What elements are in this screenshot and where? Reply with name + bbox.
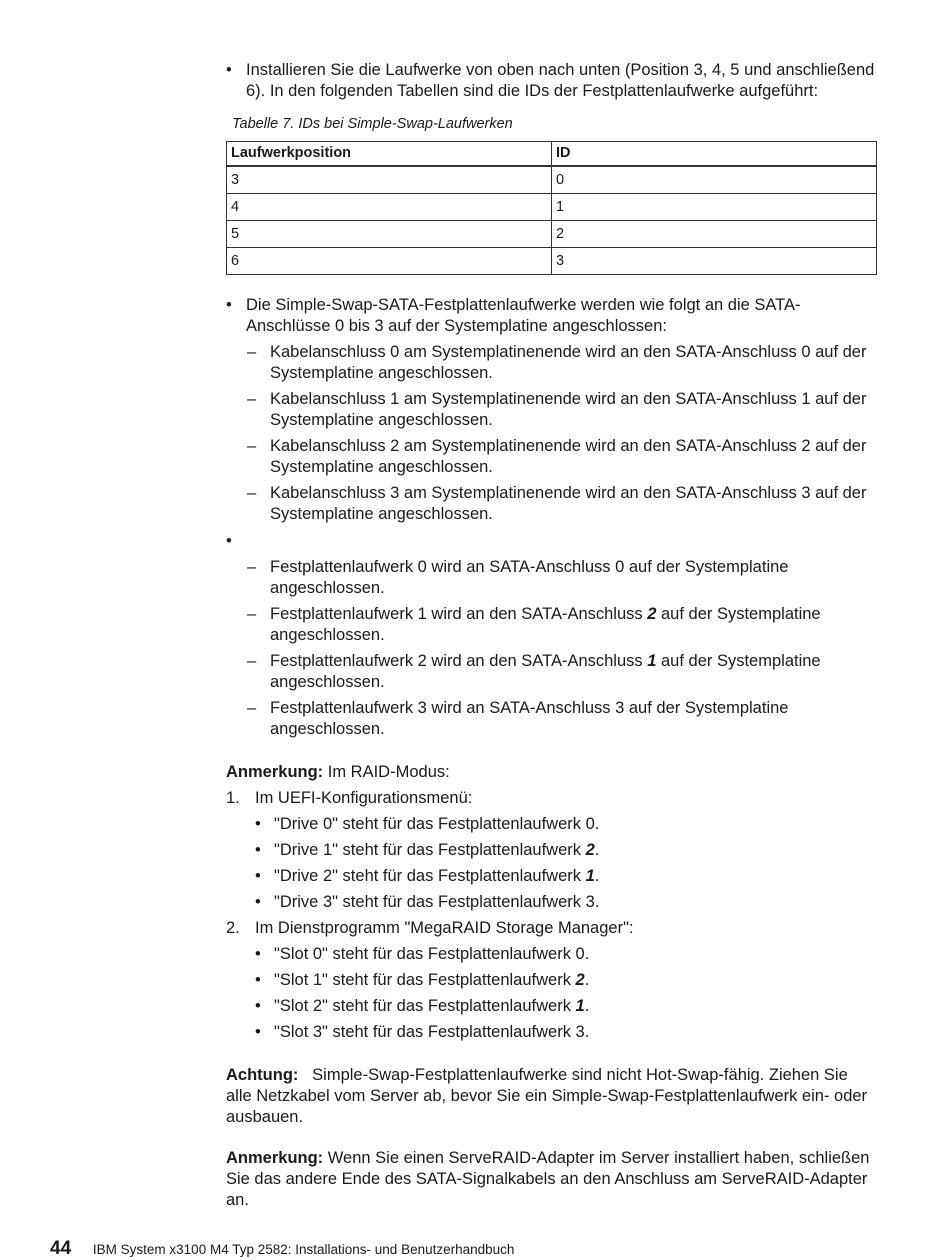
- sata-bullet: [226, 295, 878, 337]
- raid-step: 1. Im UEFI-Konfigurationsmenü:: [226, 789, 473, 807]
- list-item: • "Slot 0" steht für das Festplattenlaufwerk 0.: [255, 945, 590, 963]
- attention-text: Simple-Swap-Festplattenlaufwerke sind nicht Hot-Swap-fähig. Ziehen Sie alle Netzkabel vom Server ab, bevor Sie ein Simple-Swap-Festplattenlaufwerk ein- oder ausbauen.: [226, 1066, 868, 1126]
- raid-step: 2. Im Dienstprogramm "MegaRAID Storage Manager":: [226, 919, 634, 937]
- attention-label: Achtung:: [226, 1066, 299, 1084]
- list-item: • "Slot 2" steht für das Festplattenlaufwerk 1.: [255, 997, 590, 1015]
- list-item: – Festplattenlaufwerk 2 wird an den SATA-Anschluss 1 auf der Systemplatine angeschlossen.: [247, 652, 821, 691]
- note-label: Anmerkung:: [226, 1149, 324, 1167]
- list-item: • "Drive 0" steht für das Festplattenlaufwerk 0.: [255, 815, 600, 833]
- list-item: – Festplattenlaufwerk 1 wird an den SATA-Anschluss 2 auf der Systemplatine angeschlossen.: [247, 605, 821, 644]
- column-header-id: ID: [552, 142, 877, 167]
- note-text: Wenn Sie einen ServeRAID-Adapter im Server installiert haben, schließen Sie das andere Ende des SATA-Signalkabels an den Anschluss am ServeRAID-Adapter an.: [226, 1149, 870, 1209]
- list-item: • "Slot 3" steht für das Festplattenlaufwerk 3.: [255, 1023, 590, 1041]
- table-cell: 6: [227, 248, 552, 275]
- list-item: • "Drive 1" steht für das Festplattenlaufwerk 2.: [255, 841, 600, 859]
- sata-text: Die Simple-Swap-SATA-Festplattenlaufwerke werden wie folgt an die SATA-Anschlüsse 0 bis 3 auf der Systemplatine angeschlossen:: [246, 296, 801, 335]
- drive-id-table: [226, 141, 877, 275]
- cable-item-text: Kabelanschluss 3 am Systemplatinenende wird an den SATA-Anschluss 3 auf der Systemplatine angeschlossen.: [270, 484, 867, 523]
- page-number: 44: [50, 1238, 72, 1259]
- table-cell: 3: [552, 248, 877, 275]
- cable-item-text: Kabelanschluss 0 am Systemplatinenende wird an den SATA-Anschluss 0 auf der Systemplatine angeschlossen.: [270, 343, 867, 382]
- serveraid-note: [226, 1148, 878, 1211]
- table-row: [227, 194, 877, 221]
- cable-item-text: Kabelanschluss 2 am Systemplatinenende wird an den SATA-Anschluss 2 auf der Systemplatine angeschlossen.: [270, 437, 867, 476]
- table-row: [227, 248, 877, 275]
- table-cell: 5: [227, 221, 552, 248]
- table-caption: Tabelle 7. IDs bei Simple-Swap-Laufwerken: [232, 116, 513, 132]
- intro-text: Installieren Sie die Laufwerke von oben nach unten (Position 3, 4, 5 und anschließend 6). In den folgenden Tabellen sind die IDs der Festplattenlaufwerke aufgeführt:: [246, 61, 875, 100]
- intro-bullet: [226, 60, 878, 102]
- list-item: – Festplattenlaufwerk 0 wird an SATA-Anschluss 0 auf der Systemplatine angeschlossen.: [247, 558, 789, 597]
- table-row: [227, 166, 877, 194]
- list-item: • "Drive 3" steht für das Festplattenlaufwerk 3.: [255, 893, 600, 911]
- column-header-position: Laufwerkposition: [227, 142, 552, 167]
- bullet-mark: •: [226, 296, 232, 314]
- list-item: – Festplattenlaufwerk 3 wird an SATA-Anschluss 3 auf der Systemplatine angeschlossen.: [247, 699, 789, 738]
- note-text: Im RAID-Modus:: [327, 763, 450, 781]
- cable-item-text: Kabelanschluss 1 am Systemplatinenende wird an den SATA-Anschluss 1 auf der Systemplatine angeschlossen.: [270, 390, 867, 429]
- raid-note: [226, 762, 878, 783]
- table-cell: 1: [552, 194, 877, 221]
- table-header-row: [227, 142, 877, 167]
- attention-notice: [226, 1065, 878, 1128]
- page-footer: [50, 1238, 514, 1260]
- table-cell: 3: [227, 166, 552, 194]
- list-item: • "Slot 1" steht für das Festplattenlaufwerk 2.: [255, 971, 590, 989]
- list-item: – Kabelanschluss 1 am Systemplatinenende wird an den SATA-Anschluss 1 auf der Systemplatine angeschlossen.: [247, 390, 867, 429]
- note-label: Anmerkung:: [226, 763, 324, 781]
- list-item: – Kabelanschluss 0 am Systemplatinenende wird an den SATA-Anschluss 0 auf der Systemplatine angeschlossen.: [247, 343, 867, 382]
- footer-title: IBM System x3100 M4 Typ 2582: Installations- und Benutzerhandbuch: [92, 1242, 515, 1257]
- bullet-mark: •: [226, 61, 232, 79]
- list-item: • "Drive 2" steht für das Festplattenlaufwerk 1.: [255, 867, 600, 885]
- table-row: [227, 221, 877, 248]
- table-cell: 0: [552, 166, 877, 194]
- table-cell: 2: [552, 221, 877, 248]
- table-cell: 4: [227, 194, 552, 221]
- page-content: [226, 60, 878, 1211]
- list-item: – Kabelanschluss 3 am Systemplatinenende wird an den SATA-Anschluss 3 auf der Systemplatine angeschlossen.: [247, 484, 867, 523]
- list-item: – Kabelanschluss 2 am Systemplatinenende wird an den SATA-Anschluss 2 auf der Systemplatine angeschlossen.: [247, 437, 867, 476]
- empty-bullet: [226, 531, 878, 552]
- bullet-mark: •: [226, 532, 232, 550]
